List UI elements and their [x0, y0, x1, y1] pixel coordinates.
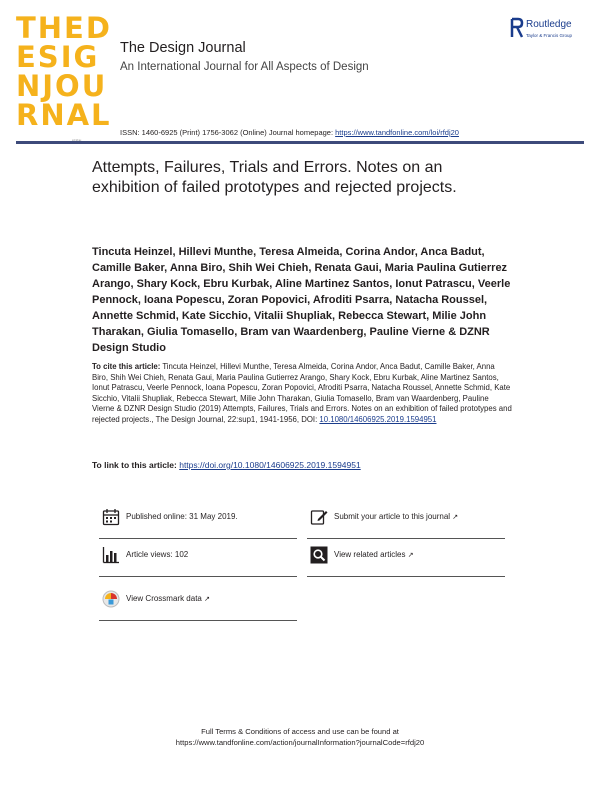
footer	[0, 726, 600, 748]
calendar-icon	[102, 508, 120, 526]
journal-title: The Design Journal	[120, 40, 246, 56]
external-link-icon: ↗	[407, 552, 414, 559]
journal-homepage-link[interactable]: https://www.tandfonline.com/loi/rfdj20	[335, 128, 459, 137]
cover-letters-row: ESIG	[16, 40, 100, 74]
publisher-name: Routledge	[526, 19, 572, 30]
external-link-icon: ↗	[204, 596, 210, 603]
submit-article-text: Submit your article to this journal	[334, 512, 451, 521]
external-link-icon: ↗	[452, 514, 459, 521]
footer-terms: Full Terms & Conditions of access and use can be found at	[201, 727, 399, 736]
issn-text: ISSN: 1460-6925 (Print) 1756-3062 (Online) Journal homepage:	[120, 128, 336, 137]
article-link-block	[92, 460, 512, 470]
article-doi-url[interactable]: https://doi.org/10.1080/14606925.2019.1594951	[179, 460, 361, 470]
cover-letters-row: NJOU	[16, 69, 108, 103]
related-articles-text: View related articles	[334, 550, 406, 559]
journal-subtitle: An International Journal for All Aspects of Design	[120, 61, 369, 73]
crossmark-label	[126, 594, 210, 603]
citation-label: To cite this article:	[92, 362, 161, 371]
routledge-icon	[510, 17, 524, 39]
article-authors: Tincuta Heinzel, Hillevi Munthe, Teresa Almeida, Corina Andor, Anca Badut, Camille Baker, Anna Biro, Shih Wei Chieh, Renata Gaui, Maria Paulina Gutierrez Arango, Shary Kock, Ebru Kurbak, Aline Martinez Santos, Ionut Patrascu, Veerle Pennock, Ioana Popescu, Zoran Popovici, Afroditi Psarra, Natacha Roussel, Annette Schmid, Kate Sicchio, Vitalii Shupliak, Rebecca Stewart, Milie John Tharakan, Giulia Tomasello, Bram van Waardenberg, Pauline Vierne & DZNR Design Studio	[92, 246, 511, 354]
header-divider	[16, 141, 584, 144]
citation-block	[92, 362, 512, 426]
info-divider	[307, 576, 505, 577]
issn-line	[120, 128, 459, 137]
article-title: Attempts, Failures, Trials and Errors. Notes on an exhibition of failed prototypes and rejected projects.	[92, 159, 457, 196]
info-divider	[99, 576, 297, 577]
article-views-count: Article views: 102	[126, 550, 189, 559]
publisher-tagline: Taylor & Francis Group	[526, 33, 573, 38]
crossmark-icon	[102, 590, 120, 608]
cover-letters-row: RNAL	[16, 98, 112, 132]
info-divider	[99, 538, 297, 539]
footer-terms-url[interactable]: https://www.tandfonline.com/action/journalInformation?journalCode=rfdj20	[175, 738, 425, 747]
crossmark-text: View Crossmark data	[126, 594, 202, 603]
citation-doi-link[interactable]: 10.1080/14606925.2019.1594951	[319, 414, 437, 424]
submit-article-label	[334, 512, 458, 521]
info-divider	[99, 620, 297, 621]
related-articles-label	[334, 550, 414, 559]
article-link-label: To link to this article:	[92, 460, 180, 470]
journal-cover	[16, 11, 112, 138]
search-document-icon	[310, 546, 328, 564]
cover-letters-row: THED	[16, 11, 112, 45]
citation-text: Tincuta Heinzel, Hillevi Munthe, Teresa Almeida, Corina Andor, Anca Badut, Camille Baker, Anna Biro, Shih Wei Chieh, Renata Gaui, Maria Paulina Gutierrez Arango, Shary Kock, Ebru Kurbak, Aline Martinez Santos, Ionut Patrascu, Veerle Pennock, Ioana Popescu, Zoran Popovici, Afroditi Psarra, Natacha Roussel, Annette Schmid, Kate Sicchio, Vitalii Shupliak, Rebecca Stewart, Milie John Tharakan, Giulia Tomasello, Bram van Waardenberg, Pauline Vierne & DZNR Design Studio (2019) Attempts, Failures, Trials and Errors. Notes on an exhibition of failed prototypes and rejected projects., The Design Journal, 22:sup1, 1941-1956, DOI:	[92, 362, 512, 424]
edit-icon	[310, 508, 328, 526]
published-date: Published online: 31 May 2019.	[126, 512, 238, 521]
cover-wordmark	[16, 11, 112, 132]
bar-chart-icon	[102, 546, 120, 564]
info-divider	[307, 538, 505, 539]
